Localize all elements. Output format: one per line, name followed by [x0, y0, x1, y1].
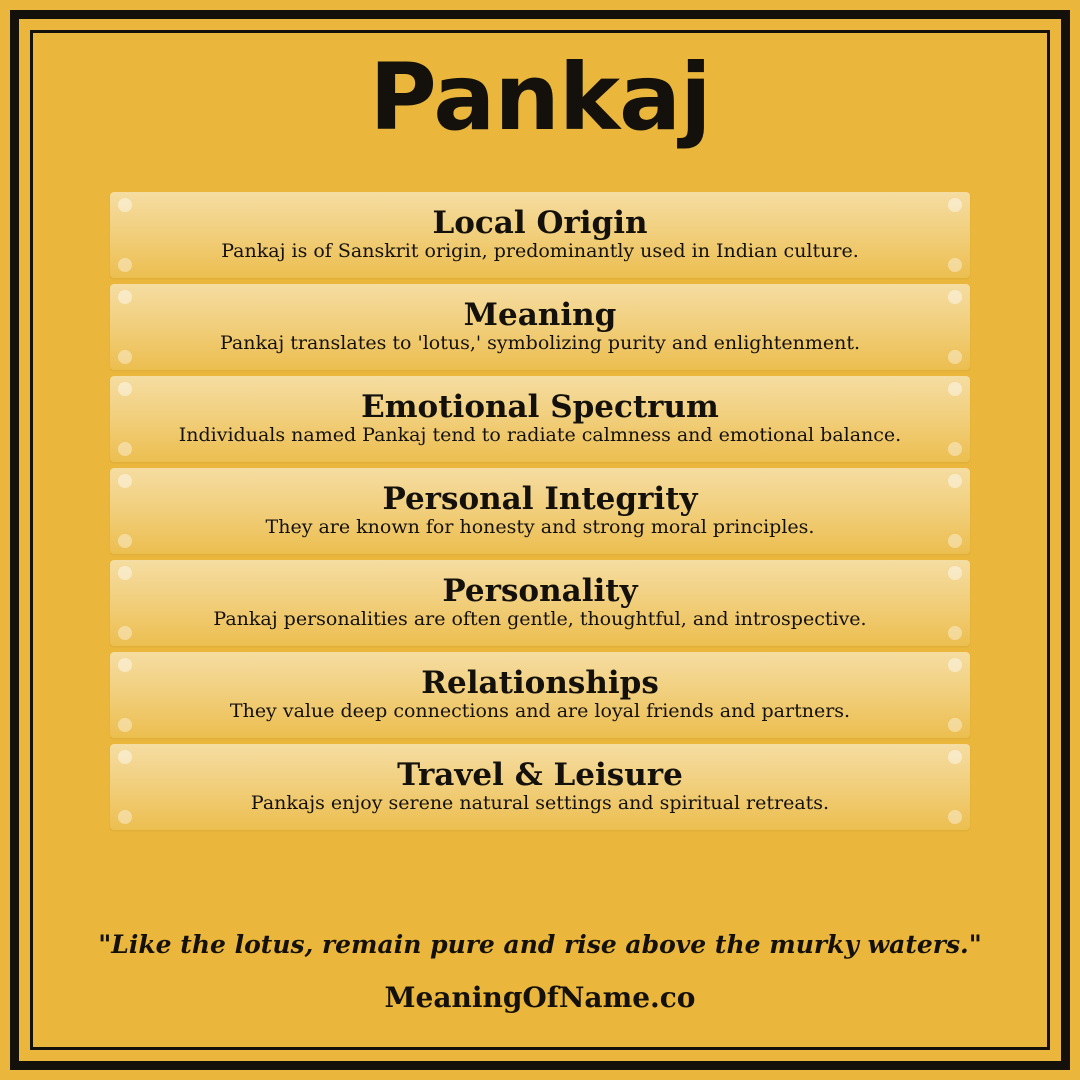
attribute-card — [110, 192, 970, 278]
attribute-card — [110, 652, 970, 738]
poster-content — [40, 40, 1040, 1040]
attribute-card-heading: Local Origin — [432, 205, 648, 242]
attribute-card-heading: Travel & Leisure — [397, 757, 683, 794]
ribbon-notch-icon — [118, 258, 132, 272]
ribbon-notch-icon — [118, 534, 132, 548]
attribute-card — [110, 468, 970, 554]
ribbon-notch-icon — [948, 258, 962, 272]
ribbon-notch-icon — [118, 626, 132, 640]
poster-footer — [40, 930, 1040, 1040]
attribute-card-text: Pankajs enjoy serene natural settings and spiritual retreats. — [250, 792, 830, 815]
page-title: Pankaj — [369, 44, 711, 151]
attribute-card — [110, 284, 970, 370]
site-name: MeaningOfName.co — [384, 981, 696, 1014]
attribute-card-list — [110, 192, 970, 836]
ribbon-notch-icon — [948, 534, 962, 548]
attribute-card-text: Pankaj is of Sanskrit origin, predominantly used in Indian culture. — [221, 240, 859, 263]
attribute-card-text: They value deep connections and are loyal friends and partners. — [229, 700, 851, 723]
ribbon-notch-icon — [118, 350, 132, 364]
attribute-card-heading: Meaning — [463, 297, 617, 334]
attribute-card — [110, 376, 970, 462]
attribute-card-text: Individuals named Pankaj tend to radiate calmness and emotional balance. — [178, 424, 902, 447]
attribute-card-heading: Emotional Spectrum — [361, 389, 719, 426]
ribbon-notch-icon — [948, 626, 962, 640]
attribute-card-text: Pankaj translates to 'lotus,' symbolizing purity and enlightenment. — [220, 332, 860, 355]
attribute-card-text: They are known for honesty and strong moral principles. — [265, 516, 815, 539]
attribute-card-heading: Personal Integrity — [382, 481, 698, 518]
ribbon-notch-icon — [118, 718, 132, 732]
ribbon-notch-icon — [118, 810, 132, 824]
ribbon-notch-icon — [948, 718, 962, 732]
ribbon-notch-icon — [118, 442, 132, 456]
ribbon-notch-icon — [948, 442, 962, 456]
ribbon-notch-icon — [948, 350, 962, 364]
attribute-card-heading: Personality — [442, 573, 638, 610]
attribute-card — [110, 560, 970, 646]
attribute-card-heading: Relationships — [421, 665, 659, 702]
attribute-card — [110, 744, 970, 830]
attribute-card-text: Pankaj personalities are often gentle, thoughtful, and introspective. — [213, 608, 867, 631]
quote-text: "Like the lotus, remain pure and rise above the murky waters." — [98, 930, 982, 959]
ribbon-notch-icon — [948, 810, 962, 824]
